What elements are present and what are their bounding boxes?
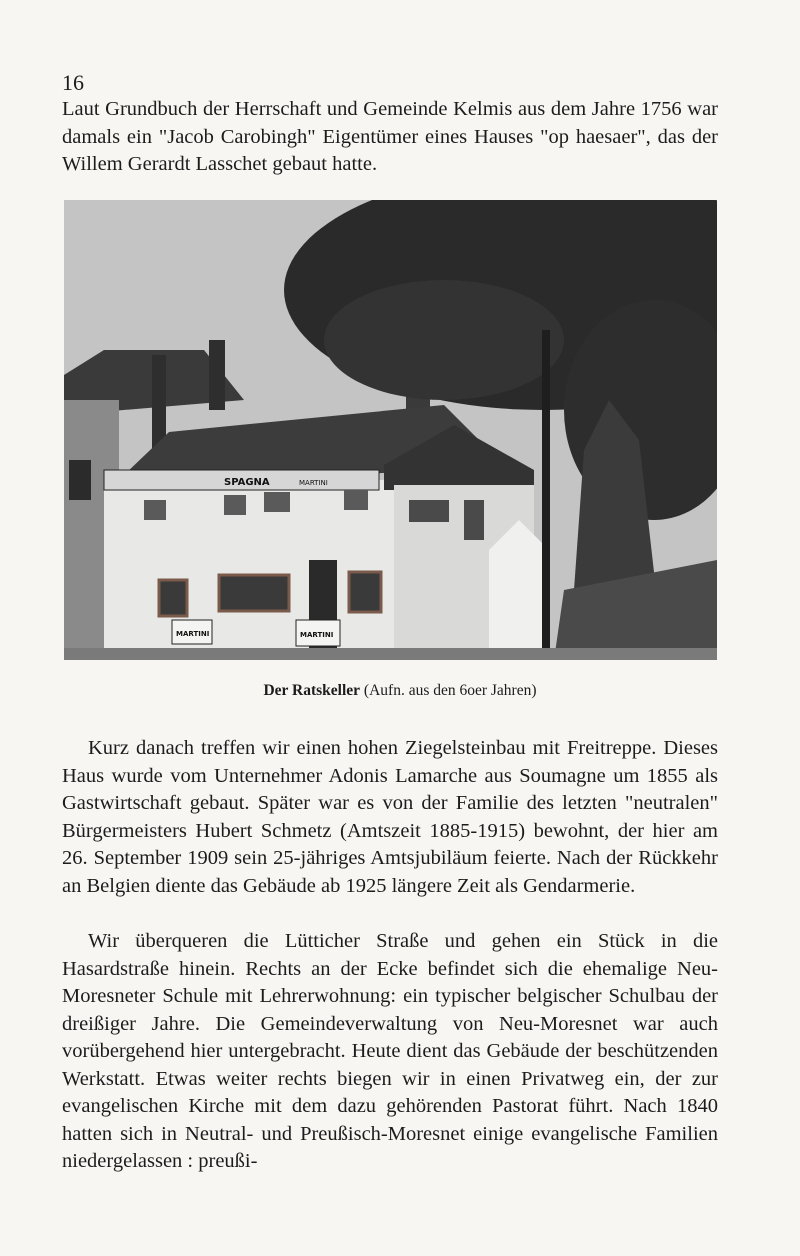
- chimney-2: [209, 340, 225, 410]
- martini-roof-sign: MARTINI: [299, 479, 328, 487]
- caption-title: Der Ratskeller: [263, 682, 361, 699]
- photo-ratskeller: [64, 200, 717, 660]
- paragraph-2: Kurz danach treffen wir einen hohen Ziegelsteinbau mit Freitreppe. Dieses Haus wurde vom Unternehmer Adonis Lamarche aus Soumagne um 1855 als Gastwirtschaft gebaut. Später war es von der Familie des letzten "neutralen" Bürgermeisters Hubert Schmetz (Amtszeit 1885-1915) bewohnt, der hier am 26. September 1909 sein 25-jähriges Amtsjubiläum feierte. Nach der Rückkehr an Belgien diente das Gebäude ab 1925 längere Zeit als Gendarmerie.: [62, 737, 718, 897]
- utility-pole: [542, 330, 550, 660]
- page-number: 16: [62, 70, 84, 95]
- svg-text:MARTINI: MARTINI: [300, 631, 334, 639]
- street: [64, 648, 717, 660]
- ground-window-2: [219, 575, 289, 611]
- main-sign: SPAGNA: [224, 477, 270, 488]
- ground-window-1: [159, 580, 187, 616]
- photo-caption: [0, 681, 800, 701]
- caption-note: (Aufn. aus den 6oer Jahren): [363, 682, 537, 699]
- paragraph-3: Wir überqueren die Lütticher Straße und gehen ein Stück in die Hasardstraße hinein. Rechts an der Ecke befindet sich die ehemalige Neu-Moresneter Schule mit Lehrerwohnung: ein typischer belgischer Schulbau der dreißiger Jahre. Die Gemeindeverwaltung von Neu-Moresnet war auch vorübergehend hier untergebracht. Heute dient das Gebäude der beschützenden Werkstatt. Etwas weiter rechts biegen wir in einen Privatweg ein, der zur evangelischen Kirche mit dem dazu gehörenden Pastorat führt. Nach 1840 hatten sich in Neutral- und Preußisch-Moresnet einige evangelische Familien niedergelassen : preußi-: [62, 930, 718, 1172]
- ground-window-3: [349, 572, 381, 612]
- paragraph-1: Laut Grundbuch der Herrschaft und Gemeinde Kelmis aus dem Jahre 1756 war damals ein "Jacob Carobingh" Eigentümer eines Hauses "op haesaer", das der Willem Gerardt Lasschet gebaut hatte.: [62, 98, 718, 175]
- svg-text:MARTINI: MARTINI: [176, 630, 210, 638]
